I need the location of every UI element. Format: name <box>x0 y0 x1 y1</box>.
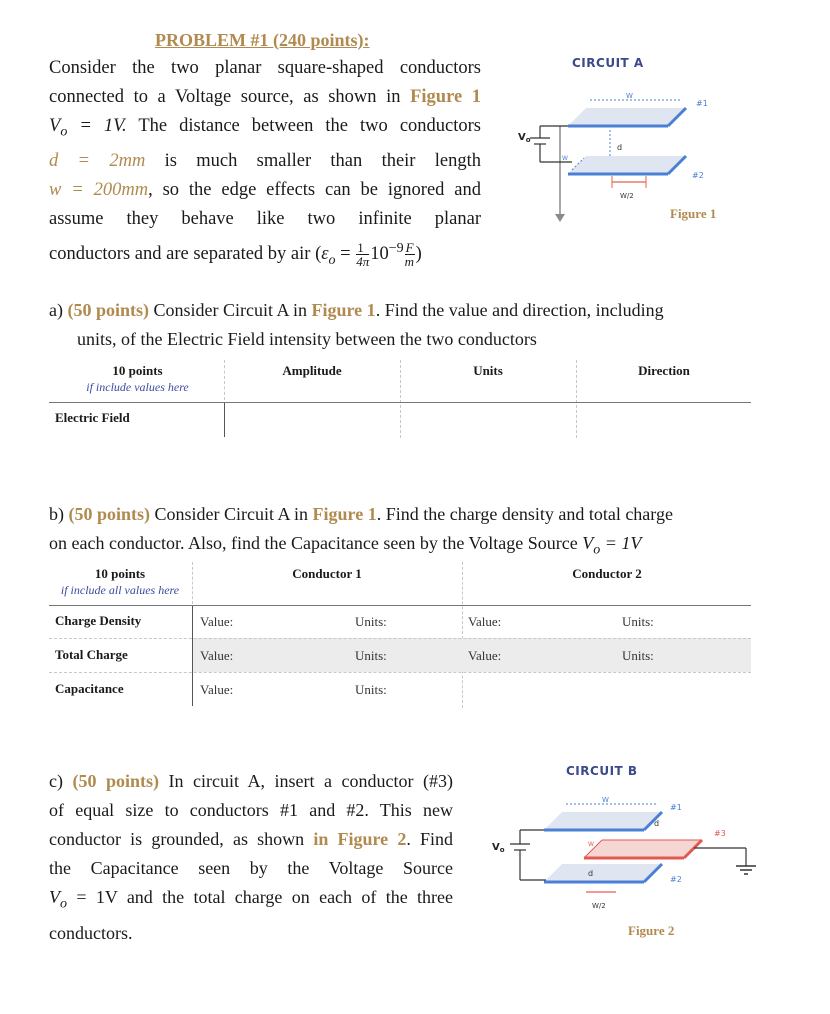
intro-line-4: d = 2mm is much smaller than their length <box>49 150 482 171</box>
charge-density-c2-value[interactable]: Value: <box>468 614 502 629</box>
figure2-diagram <box>484 784 774 924</box>
figure1-caption: Figure 1 <box>670 206 717 221</box>
part-a-line-1: a) (50 points) Consider Circuit A in Figure 1. Find the value and direction, including <box>49 300 664 320</box>
fig2-d-label: d <box>654 819 660 828</box>
charge-density-c1-value[interactable]: Value: <box>200 614 234 629</box>
table-a-corner-points: 10 points <box>112 363 163 378</box>
charge-density-c1-units[interactable]: Units: <box>355 614 387 629</box>
figure2-caption: Figure 2 <box>628 923 675 938</box>
eps-fraction: $\frac{1}{4\pi}$ <box>356 240 370 270</box>
fig1-conductor-2-label: #2 <box>692 171 704 180</box>
intro-line-3: $V_o = 1V$. The distance between the two conductors <box>49 116 481 140</box>
total-charge-c2-value[interactable]: Value: <box>468 648 502 663</box>
svg-text:d: d <box>588 869 594 878</box>
part-b-line-1: b) (50 points) Consider Circuit A in Figure 1. Find the charge density and total charge <box>49 504 673 524</box>
part-c-line-1: c) (50 points) In circuit A, insert a conductor (#3) <box>49 771 454 791</box>
intro-line-1: Consider the two planar square-shaped conductors <box>49 58 481 78</box>
charge-density-c2-units[interactable]: Units: <box>622 614 654 629</box>
part-c-line-5: $V_o = 1V$ and the total charge on each of the three <box>49 887 453 912</box>
circuit-a-label: CIRCUIT A <box>572 56 644 70</box>
electric-field-units-cell[interactable] <box>402 404 574 436</box>
table-a-corner-hint: if include values here <box>86 380 189 394</box>
fig1-w2-label: W/2 <box>620 192 634 200</box>
part-c-line-2: of equal size to conductors #1 and #2. This new <box>49 800 453 820</box>
capacitance-units[interactable]: Units: <box>355 682 387 697</box>
part-c-line-3: conductor is grounded, as shown in Figure 2. Find <box>49 829 454 849</box>
part-b-text <box>49 500 761 565</box>
total-charge-c1-units[interactable]: Units: <box>355 648 387 663</box>
d-equation: d = 2mm <box>49 150 146 171</box>
fig1-d-label: d <box>617 143 623 152</box>
part-c-line-4: the Capacitance seen by the Voltage Source <box>49 858 453 878</box>
part-c-line-6: conductors. <box>49 922 133 943</box>
problem-title: PROBLEM #1 (240 points): <box>155 30 370 50</box>
table-b-row-charge-density: Charge Density <box>55 613 142 628</box>
part-a-line-2: units, of the Electric Field intensity between the two conductors <box>77 329 537 349</box>
table-a-row-electric-field: Electric Field <box>55 410 130 425</box>
fig2-vo-label: $V_o$ <box>492 842 505 854</box>
eps-unit-fraction: $\frac{F}{m}$ <box>404 240 415 270</box>
fig2-conductor-2-label: #2 <box>670 875 682 884</box>
capacitance-value[interactable]: Value: <box>200 682 234 697</box>
table-b-corner-points: 10 points <box>94 566 146 581</box>
fig2-w-diag-label: W <box>588 841 594 848</box>
fig1-w-label: W <box>626 92 633 100</box>
part-a-text <box>49 296 759 354</box>
intro-paragraph <box>49 54 481 275</box>
fig2-conductor-1-label: #1 <box>670 803 682 812</box>
table-a-header-direction: Direction <box>638 363 690 378</box>
plate-1 <box>568 108 686 126</box>
part-b-line-2: on each conductor. Also, find the Capacitance seen by the Voltage Source $V_o = 1V$ <box>49 533 642 558</box>
fig1-conductor-1-label: #1 <box>696 99 708 108</box>
table-b-row-total-charge: Total Charge <box>55 647 128 662</box>
electric-field-amplitude-cell[interactable] <box>227 404 399 436</box>
plate-1 <box>544 812 662 830</box>
table-a-header-amplitude: Amplitude <box>282 363 342 378</box>
intro-line-7: conductors and are separated by air ($\varepsilon_o$ = $\frac{1}{4\pi}$ $10^{-9}$ $\frac{F}{m}$ ) <box>49 240 422 270</box>
plate-3 <box>584 840 702 858</box>
total-charge-c1-value[interactable]: Value: <box>200 648 234 663</box>
table-b-header-conductor-2: Conductor 2 <box>572 566 642 581</box>
figure1-ref: Figure 1 <box>410 87 482 107</box>
plate-2 <box>568 156 686 174</box>
fig2-w2-label: W/2 <box>592 902 606 910</box>
table-b-header-conductor-1: Conductor 1 <box>292 566 362 581</box>
part-c-text <box>49 767 453 948</box>
table-b-corner-hint: if include all values here <box>60 583 180 597</box>
circuit-b-label: CIRCUIT B <box>566 764 638 778</box>
fig2-w-label: W <box>602 796 609 804</box>
intro-line-2: connected to a Voltage source, as shown in Figure 1 <box>49 87 482 107</box>
table-b-row-capacitance: Capacitance <box>55 681 124 696</box>
intro-line-5: w = 200mm, so the edge effects can be ignored and <box>49 179 482 200</box>
electric-field-direction-cell[interactable] <box>578 404 750 436</box>
arrow-down-icon <box>555 214 565 222</box>
fig1-w-diag-label: W <box>562 155 568 162</box>
fig2-conductor-3-label: #3 <box>714 829 726 838</box>
table-a-header-units: Units <box>473 363 503 378</box>
fig1-vo-label: $V_o$ <box>518 132 531 144</box>
plate-2 <box>544 864 662 882</box>
total-charge-c2-units[interactable]: Units: <box>622 648 654 663</box>
intro-line-6: assume they behave like two infinite planar <box>49 208 481 229</box>
w-equation: w = 200mm <box>49 179 149 200</box>
